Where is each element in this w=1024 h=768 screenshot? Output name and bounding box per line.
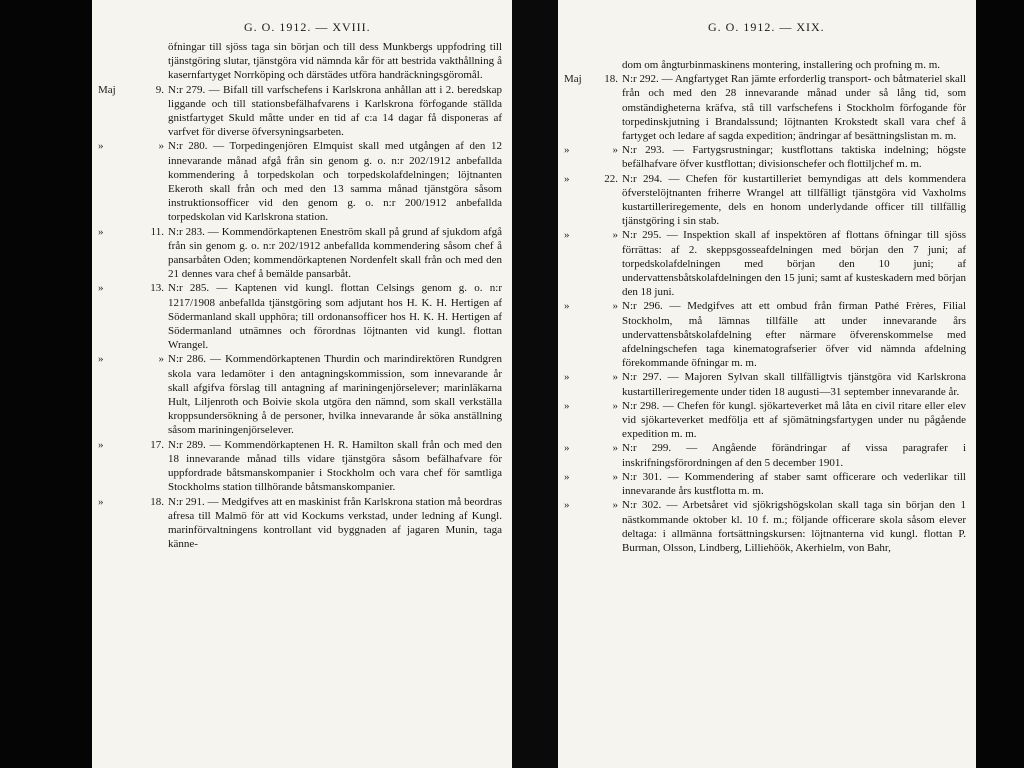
entry-month — [92, 40, 140, 83]
entry-month: » — [564, 470, 570, 483]
entry-date — [558, 370, 622, 398]
entry-day: » — [612, 470, 618, 483]
entry-month: » — [564, 144, 570, 157]
entry-day — [140, 40, 164, 83]
entry-day: » — [158, 353, 164, 366]
entry-date — [92, 438, 168, 495]
entry — [92, 438, 512, 495]
entry-month: » — [564, 442, 570, 455]
entry-day: » — [158, 140, 164, 153]
entry-text: N:r 297. — Majoren Sylvan skall tillfälligtvis tjänstgöra vid Karlskrona kustartilleriregemente under tiden 18 augusti—31 september innevarande år. — [622, 371, 966, 398]
entry — [558, 441, 976, 469]
page-header: G. O. 1912. — XIX. — [708, 20, 825, 34]
entry-text: N:r 279. — Bifall till varfschefens i Karlskrona anhållan att i 2. beredskap liggande och till stationsbefälhafvarens i Karlskrona förfogande ställda gnistfartyget Skuld måtte under en tid af c:a 14 dagar få disponeras af varfvet för diverse öfversyningsarbeten. — [168, 83, 502, 139]
entry-month: » — [98, 225, 104, 238]
entry-day: » — [612, 229, 618, 242]
entry-month: » — [564, 229, 570, 242]
entry-day: » — [612, 399, 618, 412]
entry-month — [558, 58, 596, 72]
entry-month: » — [564, 172, 570, 185]
entry-month: Maj — [564, 73, 582, 86]
entry-month: » — [98, 438, 104, 451]
entry-text: öfningar till sjöss taga sin början och till dess Munkbergs uppfodring till tjänstgöring slutar, tjänstgöra vid nämnda kår för att bestrida vakthållning å kasernfartyget Norrköping och därstädes utföra handräckningsgöromål. — [168, 41, 502, 82]
entry-date — [92, 281, 168, 352]
entry-text: N:r 291. — Medgifves att en maskinist från Karlskrona station må beordras afresa till Malmö för att vid Kockums verkstad, under ledning af Kungl. marinförvaltningens kontrollant vid byggnaden af jagaren Munin, taga känne- — [168, 495, 502, 551]
entry-date — [92, 352, 168, 437]
entry-date — [92, 139, 168, 224]
entry-date — [558, 498, 622, 555]
entry — [92, 352, 512, 437]
entry-day: » — [612, 499, 618, 512]
entry-day — [596, 58, 618, 72]
entry-text: N:r 302. — Arbetsåret vid sjökrigshögskolan skall taga sin början den 1 nästkommande oktober kl. 10 f. m.; följande officerare skola såsom elever deltaga: i allmänna fortsättningskursen: löjtnanterna vid kungl. flottan P. Burman, Olsson, Lindberg, Lilliehöök, Akerhielm, von Bahr, — [622, 499, 966, 554]
entry-text: N:r 283. — Kommendörkaptenen Eneström skall på grund af sjukdom afgå från sin genom g. o. n:r 202/1912 anbefallda kommendering såsom chef å pansarbåten Oden; kommendörkaptenen Nordenfelt skall från och med den 21 dennes vara chef å bemälde pansarbåt. — [168, 225, 502, 281]
entry-text: N:r 296. — Medgifves att ett ombud från firman Pathé Frères, Filial Stockholm, må lämnas tillfälle att under innevarande års undervattensbåtskolafdelning efter närmare öfverenskommelse med afdelningschefen taga kinematografserier öfver vid nämnda afdelning förekommande öfningar m. m. — [622, 300, 966, 370]
entry-month: » — [564, 399, 570, 412]
entry — [558, 498, 976, 555]
entry — [558, 399, 976, 442]
entry — [558, 299, 976, 370]
entry-date — [92, 83, 168, 140]
entry-text: N:r 293. — Fartygsrustningar; kustflottans taktiska indelning; högste befälhafvare öfver kustflottan; divisionschefer och flottiljchef m. m. — [622, 144, 966, 171]
entry-date — [558, 399, 622, 442]
entry-date — [558, 441, 622, 469]
entry — [558, 470, 976, 498]
entry-month: » — [564, 300, 570, 313]
entry — [92, 40, 512, 83]
entry-month: » — [564, 371, 570, 384]
entry-day: 18. — [604, 73, 618, 86]
entry-text: N:r 294. — Chefen för kustartilleriet bemyndigas att dels kommendera öfverstelöjtnanten friherre Wrangel att tillfälligt tjänstgöra vid Vaxholms kustartilleriregemente, dels en honom underlydande officer till tillfällig tjänstgöring i sin stab. — [622, 172, 966, 228]
entry-list — [558, 58, 976, 555]
entry-month: » — [98, 353, 104, 366]
entry-month: Maj — [98, 83, 116, 96]
entry-date — [558, 72, 622, 143]
entry-date — [558, 58, 622, 72]
entry-month: » — [98, 495, 104, 508]
entry — [558, 72, 976, 143]
entry-month: » — [98, 282, 104, 295]
entry — [558, 172, 976, 229]
entry-date — [92, 495, 168, 552]
entry-day: 18. — [150, 495, 164, 508]
entry-date — [558, 470, 622, 498]
entry-text: dom om ångturbinmaskinens montering, installering och profning m. m. — [622, 59, 941, 71]
entry-text: N:r 299. — Angående förändringar af vissa paragrafer i inskrifningsförordningen af den 5 december 1901. — [622, 442, 966, 469]
entry — [558, 228, 976, 299]
entry-day: 17. — [150, 438, 164, 451]
entry-text: N:r 295. — Inspektion skall af inspektören af flottans öfningar till sjöss förrättas: af 2. skeppsgosseafdelningen med början den 7 juni; af torpedskolafdelningen med början den 10 juni; af undervattensbåtskolafdelningen den 15 juni; samt af kusteskadern med början den 18 juni. — [622, 229, 966, 299]
entry-day: » — [612, 371, 618, 384]
page-header: G. O. 1912. — XVIII. — [244, 20, 371, 34]
entry-date — [558, 228, 622, 299]
book-gutter — [512, 0, 558, 768]
entry-day: » — [612, 442, 618, 455]
entry-day: 11. — [150, 225, 164, 238]
entry-text: N:r 285. — Kaptenen vid kungl. flottan Celsings genom g. o. n:r 1217/1908 anbefallda tjänstgöring som adjutant hos H. K. H. Hertigen af Södermanland skall upphöra; till ordonansofficer hos H. K. H. Hertigen af Södermanland utnämnes och förordnas löjtnanten vid kungl. flottan Wrangel. — [168, 282, 502, 352]
entry-text: N:r 298. — Chefen för kungl. sjökarteverket må låta en civil ritare eller elev vid sjökarteverket medfölja ett af sjömätningsfartygen under nu pågående expedition m. m. — [622, 399, 966, 441]
entry — [92, 83, 512, 140]
entry-date — [558, 172, 622, 229]
left-page — [92, 0, 512, 768]
entry-month: » — [564, 499, 570, 512]
entry-month: » — [98, 140, 104, 153]
entry-day: 13. — [150, 282, 164, 295]
entry — [92, 225, 512, 282]
entry-date — [558, 299, 622, 370]
entry-day: 9. — [155, 83, 164, 96]
entry — [558, 143, 976, 171]
entry-text: N:r 301. — Kommendering af staber samt officerare och vederlikar till innevarande års kustflotta m. m. — [622, 470, 966, 498]
entry-date — [558, 143, 622, 171]
entry-text: N:r 286. — Kommendörkaptenen Thurdin och marindirektören Rundgren skola vara ledamöter i den antagningskommission, som innevarande år skall afgifva förslag till antagning af mariningenjörselever; marinläkarna Hult, Liljenroth och Boivie skola utgöra den nämnd, som skall verkställa kroppsundersökning å de personer, hvilka innevarande år söka anställning såsom mariningenjörselever. — [168, 353, 502, 437]
entry-day: » — [612, 300, 618, 313]
entry-date — [92, 40, 168, 83]
entry-text: N:r 292. — Angfartyget Ran jämte erforderlig transport- och båtmateriel skall från och med den 28 innevarande månad under så lång tid, som omständigheterna kräfva, stå till varfschefens i Stockholm förfogande för torpedinskjutning i Brandalssund; löjtnanten Krokstedt skall vara chef å fartyget och ledare af sagda expedition; ändringar af besättningslistan m. m. — [622, 73, 966, 143]
entry-text: N:r 280. — Torpedingenjören Elmquist skall med utgången af den 12 innevarande månad afgå från sin genom g. o. n:r 202/1912 anbefallda kommendering å torpedskolan och torpedskolafdelningen; löjtnanten Ekeroth skall från och med den 13 samma månad tjänstgöra såsom instruktionsofficer vid den genom g. o. n:r 200/1912 anbefallda torpedskolan vid Karlskrona station. — [168, 140, 502, 224]
entry — [558, 370, 976, 398]
entry-list — [92, 40, 512, 551]
entry — [92, 139, 512, 224]
right-page — [558, 0, 976, 768]
entry — [558, 58, 976, 72]
entry-text: N:r 289. — Kommendörkaptenen H. R. Hamilton skall från och med den 18 innevarande månad tills vidare tjänstgöra såsom befälhafvare för uppfordrade båtsmanskompanier i Stockholm och vara chef för samtliga Stockholms station tillhörande båtsmanskompanier. — [168, 438, 502, 494]
entry-day: 22. — [604, 172, 618, 185]
entry — [92, 495, 512, 552]
entry — [92, 281, 512, 352]
entry-date — [92, 225, 168, 282]
entry-day: » — [612, 144, 618, 157]
